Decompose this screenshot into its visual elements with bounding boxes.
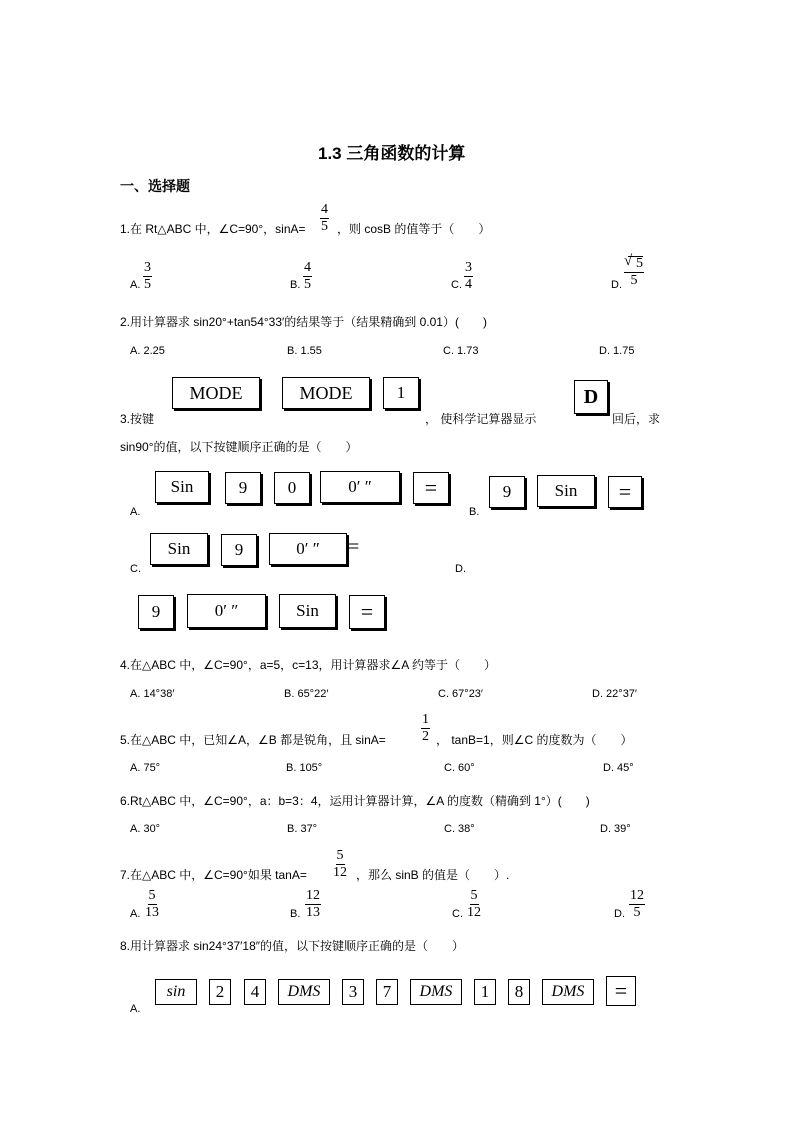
option: D. 1.75 [599, 345, 635, 357]
section-heading: 一、选择题 [120, 178, 190, 194]
option-label: B. [469, 506, 480, 518]
question-1-text-b: ，则 cosB 的值等于（ ） [337, 222, 491, 236]
sin-key: Sin [150, 533, 208, 565]
option-label: A. [130, 1003, 141, 1015]
digit-key: 4 [244, 979, 266, 1005]
zero-key: 0 [274, 472, 310, 504]
option-label: B. [290, 279, 301, 291]
option: B. 105° [286, 762, 323, 774]
option-label: A. [130, 908, 141, 920]
sin-key: sin [155, 979, 197, 1005]
option-fraction: $\frac{3}{4}$ [465, 260, 472, 292]
equals-sign: = [348, 536, 360, 558]
option-fraction: $\frac{5}{12}$ [467, 888, 481, 920]
question-7-text-a: 7.在△ABC 中，∠C=90°如果 tanA= [120, 868, 307, 882]
equals-key: = [349, 595, 385, 629]
sin-key: Sin [537, 475, 595, 507]
option-fraction: $\frac{12}{13}$ [306, 888, 320, 920]
digit-key: 2 [209, 979, 231, 1005]
option: D. 45° [603, 762, 634, 774]
question-5-fraction: $\frac{1}{2}$ [422, 712, 429, 744]
question-4-text: 4.在△ABC 中，∠C=90°，a=5，c=13，用计算器求∠A 约等于（ ） [120, 658, 496, 672]
option-label: C. [130, 563, 141, 575]
option: B. 1.55 [287, 345, 322, 357]
page-title: 1.3 三角函数的计算 [318, 144, 466, 163]
dms-key: DMS [278, 979, 330, 1005]
question-8-text: 8.用计算器求 sin24°37′18″的值，以下按键顺序正确的是（ ） [120, 939, 465, 953]
question-6-text: 6.Rt△ABC 中，∠C=90°，a：b=3：4，运用计算器计算，∠A 的度数（精确到 1°）( ) [120, 794, 590, 808]
digit-key: 7 [376, 979, 398, 1005]
option-fraction: $\frac{5}{13}$ [145, 888, 159, 920]
question-3-text-a: 3.按键 [120, 412, 155, 426]
option: C. 60° [444, 762, 475, 774]
degree-minute-second-key: 0′ ″ [187, 594, 266, 628]
sin-key: Sin [155, 471, 209, 503]
option: A. 2.25 [130, 345, 165, 357]
digit-key: 1 [474, 979, 496, 1005]
question-1-text-a: 1.在 Rt△ABC 中，∠C=90°，sinA= [120, 222, 306, 236]
question-5-text-a: 5.在△ABC 中，已知∠A，∠B 都是锐角，且 sinA= [120, 733, 386, 747]
equals-key: = [608, 476, 642, 508]
option: A. 75° [130, 762, 161, 774]
option-label: A. [130, 506, 141, 518]
option-label: D. [455, 563, 466, 575]
nine-key: 9 [138, 595, 174, 629]
option: A. 14°38′ [130, 688, 175, 700]
option: B. 37° [287, 823, 318, 835]
option: C. 67°23′ [438, 688, 483, 700]
option: C. 1.73 [443, 345, 479, 357]
option-fraction: $\frac{12}{5}$ [630, 888, 644, 920]
option: A. 30° [130, 823, 161, 835]
question-2-text: 2.用计算器求 sin20°+tan54°33′的结果等于（结果精确到 0.01）( ) [120, 315, 487, 329]
dms-key: DMS [410, 979, 462, 1005]
option: B. 65°22′ [284, 688, 329, 700]
option: C. 38° [444, 823, 475, 835]
option-fraction: $\frac{4}{5}$ [304, 260, 311, 292]
digit-key: 3 [342, 979, 364, 1005]
nine-key: 9 [489, 476, 525, 508]
question-5-text-b: ， tanB=1，则∠C 的度数为（ ） [436, 733, 633, 747]
equals-key: = [413, 472, 449, 504]
question-3-text-d: sin90°的值，以下按键顺序正确的是（ ） [120, 440, 358, 454]
sqrt-symbol: √ 5 [628, 256, 643, 271]
option-label: B. [290, 908, 301, 920]
mode-key: MODE [172, 377, 260, 409]
option-fraction: √ $\frac{5}{5}$ [624, 256, 644, 288]
question-3-text-c: 回后，求 [612, 412, 661, 426]
one-key: 1 [383, 377, 419, 409]
question-3-text-b: ， 使科学记算器显示 [425, 412, 537, 426]
digit-key: 8 [508, 979, 530, 1005]
option-label: D. [614, 908, 625, 920]
option-label: A. [130, 279, 141, 291]
nine-key: 9 [225, 472, 261, 504]
degree-minute-second-key: 0′ ″ [269, 533, 347, 565]
option: D. 39° [600, 823, 631, 835]
nine-key: 9 [221, 534, 257, 566]
option-label: D. [611, 279, 622, 291]
option: D. 22°37′ [592, 688, 637, 700]
degree-minute-second-key: 0′ ″ [320, 471, 400, 503]
mode-key: MODE [282, 377, 370, 409]
equals-key: = [606, 976, 636, 1006]
question-7-text-b: ，那么 sinB 的值是（ ）. [356, 868, 510, 882]
option-label: C. [451, 279, 462, 291]
option-fraction: $\frac{3}{5}$ [144, 260, 151, 292]
question-7-fraction: $\frac{5}{12}$ [333, 848, 347, 880]
sin-key: Sin [279, 594, 336, 628]
degree-display-key: D [574, 380, 608, 414]
question-1-fraction: $\frac{4}{5}$ [321, 202, 328, 234]
option-label: C. [452, 908, 463, 920]
dms-key: DMS [542, 979, 594, 1005]
